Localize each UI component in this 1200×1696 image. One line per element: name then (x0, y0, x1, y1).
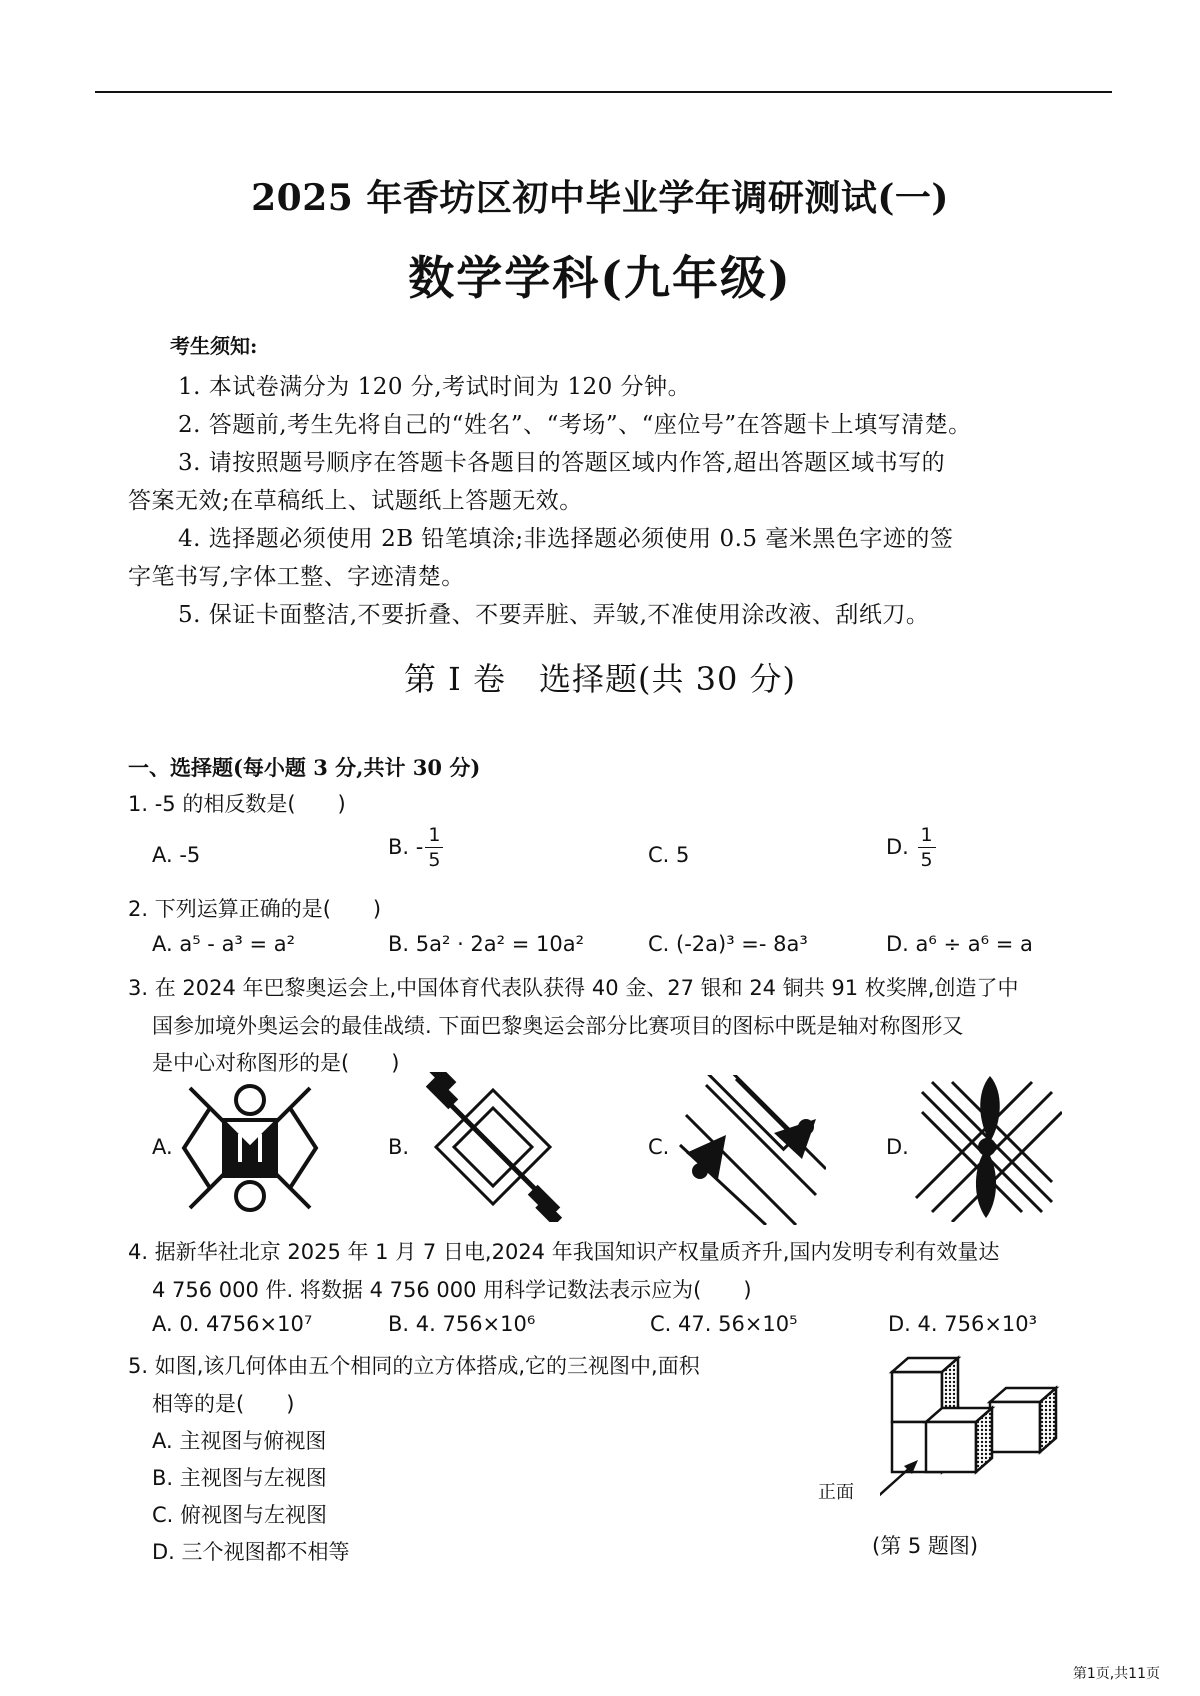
q4-option-b: B. 4. 756×10⁶ (388, 1312, 536, 1336)
section-title: 第 I 卷 选择题(共 30 分) (403, 660, 797, 698)
q2-option-d: D. a⁶ ÷ a⁶ = a (886, 932, 1033, 956)
q3-option-a-label: A. (152, 1135, 173, 1159)
q3-weightlifting-icon (418, 1072, 568, 1222)
q2-option-b: B. 5a² · 2a² = 10a² (388, 932, 585, 956)
q5-option-d: D. 三个视图都不相等 (152, 1540, 350, 1564)
notice-heading: 考生须知: (170, 334, 258, 358)
q5-line-1: 5. 如图,该几何体由五个相同的立方体搭成,它的三视图中,面积 (128, 1354, 700, 1378)
q4-option-d: D. 4. 756×10³ (888, 1312, 1038, 1336)
exam-title: 2025 年香坊区初中毕业学年调研测试(一) (251, 177, 949, 219)
q3-option-b-label: B. (388, 1135, 410, 1159)
notice-line-1: 1. 本试卷满分为 120 分,考试时间为 120 分钟。 (178, 374, 692, 400)
q5-option-b: B. 主视图与左视图 (152, 1466, 327, 1490)
q5-figure-caption: (第 5 题图) (872, 1534, 979, 1558)
notice-line-5: 5. 保证卡面整洁,不要折叠、不要弄脏、弄皱,不准使用涂改液、刮纸刀。 (178, 602, 930, 628)
exam-subtitle: 数学学科(九年级) (408, 251, 792, 305)
q5-cube-figure (880, 1352, 1080, 1512)
q1-stem: 1. -5 的相反数是( ) (128, 792, 346, 816)
q4-line-1: 4. 据新华社北京 2025 年 1 月 7 日电,2024 年我国知识产权量质齐升,国内发明专利有效量达 (128, 1240, 1000, 1264)
q2-option-c: C. (-2a)³ =- 8a³ (648, 932, 808, 956)
top-rule (95, 91, 1112, 93)
q1-option-b: B. - $\frac{1}{5}$ (388, 826, 443, 870)
page-number: 第1页,共11页 (1072, 1666, 1160, 1682)
q3-line-2: 国参加境外奥运会的最佳战绩. 下面巴黎奥运会部分比赛项目的图标中既是轴对称图形又 (152, 1014, 964, 1038)
q5-option-a: A. 主视图与俯视图 (152, 1429, 327, 1453)
q3-option-d-label: D. (886, 1135, 909, 1159)
q2-option-a: A. a⁵ - a³ = a² (152, 932, 296, 956)
notice-line-4-cont: 字笔书写,字体工整、字迹清楚。 (128, 564, 465, 590)
q3-rowing-icon (912, 1072, 1062, 1222)
notice-line-4: 4. 选择题必须使用 2B 铅笔填涂;非选择题必须使用 0.5 毫米黑色字迹的签 (178, 526, 954, 552)
q1-option-d: D. $\frac{1}{5}$ (886, 826, 936, 870)
q3-option-c-label: C. (648, 1135, 670, 1159)
q5-option-c: C. 俯视图与左视图 (152, 1503, 328, 1527)
q4-option-a: A. 0. 4756×10⁷ (152, 1312, 313, 1336)
q2-stem: 2. 下列运算正确的是( ) (128, 897, 382, 921)
notice-line-2: 2. 答题前,考生先将自己的“姓名”、“考场”、“座位号”在答题卡上填写清楚。 (178, 412, 972, 438)
q1-option-a: A. -5 (152, 843, 201, 867)
q4-line-2: 4 756 000 件. 将数据 4 756 000 用科学记数法表示应为( ) (152, 1278, 752, 1302)
q3-wrestling-icon (180, 1078, 320, 1218)
q1-option-c: C. 5 (648, 843, 690, 867)
q3-line-1: 3. 在 2024 年巴黎奥运会上,中国体育代表队获得 40 金、27 银和 24 铜共 91 枚奖牌,创造了中 (128, 976, 1019, 1000)
notice-line-3-cont: 答案无效;在草稿纸上、试题纸上答题无效。 (128, 488, 583, 514)
notice-line-3: 3. 请按照题号顺序在答题卡各题目的答题区域内作答,超出答题区域书写的 (178, 450, 946, 476)
section-part-heading: 一、选择题(每小题 3 分,共计 30 分) (128, 755, 481, 780)
q3-badminton-icon (676, 1075, 826, 1225)
q4-option-c: C. 47. 56×10⁵ (650, 1312, 798, 1336)
q5-line-2: 相等的是( ) (152, 1392, 295, 1416)
q5-front-label: 正面 (818, 1482, 854, 1503)
q3-line-3: 是中心对称图形的是( ) (152, 1051, 400, 1075)
